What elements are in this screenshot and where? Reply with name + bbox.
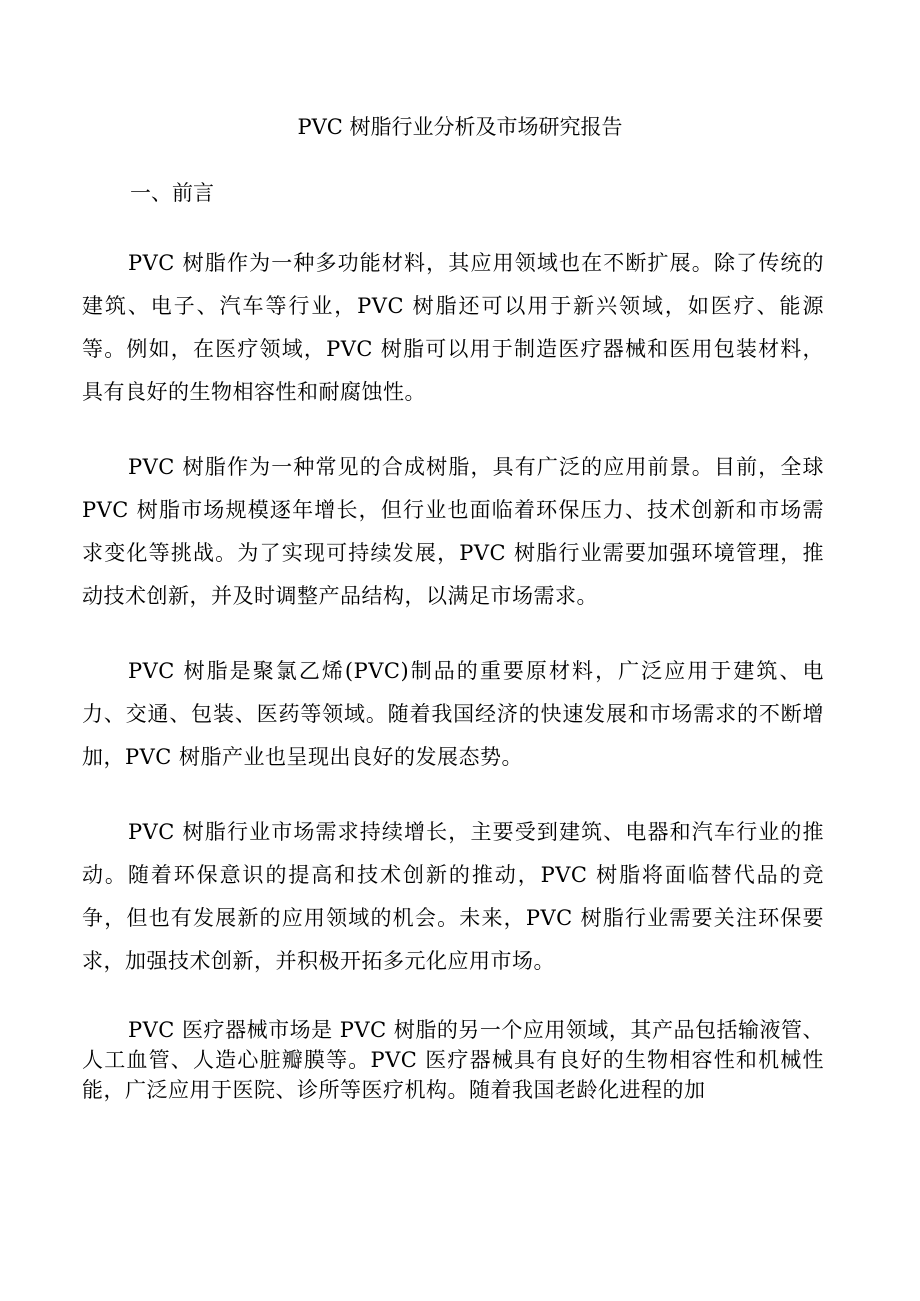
paragraph-3: PVC 树脂是聚氯乙烯(PVC)制品的重要原材料，广泛应用于建筑、电力、交通、包装、医药等领域。随着我国经济的快速发展和市场需求的不断增加，PVC 树脂产业也呈现出良好的发展态势。 — [82, 659, 824, 769]
paragraph-4: PVC 树脂行业市场需求持续增长，主要受到建筑、电器和汽车行业的推动。随着环保意识的提高和技术创新的推动，PVC 树脂将面临替代品的竞争，但也有发展新的应用领域的机会。未来，PVC 树脂行业需要关注环保要求，加强技术创新，并积极开拓多元化应用市场。 — [82, 820, 824, 973]
paragraph-1: PVC 树脂作为一种多功能材料，其应用领域也在不断扩展。除了传统的建筑、电子、汽车等行业，PVC 树脂还可以用于新兴领域，如医疗、能源等。例如，在医疗领域，PVC 树脂可以用于制造医疗器械和医用包装材料，具有良好的生物相容性和耐腐蚀性。 — [82, 251, 824, 404]
section-heading: 一、前言 — [130, 181, 214, 205]
paragraph-2: PVC 树脂作为一种常见的合成树脂，具有广泛的应用前景。目前，全球 PVC 树脂市场规模逐年增长，但行业也面临着环保压力、技术创新和市场需求变化等挑战。为了实现可持续发展，PVC 树脂行业需要加强环境管理，推动技术创新，并及时调整产品结构，以满足市场需求。 — [82, 455, 824, 608]
paragraph-5: PVC 医疗器械市场是 PVC 树脂的另一个应用领域，其产品包括输液管、人工血管、人造心脏瓣膜等。PVC 医疗器械具有良好的生物相容性和机械性能，广泛应用于医院、诊所等医疗机构。随着我国老龄化进程的加 — [82, 1018, 824, 1102]
document-title: PVC 树脂行业分析及市场研究报告 — [297, 115, 623, 139]
